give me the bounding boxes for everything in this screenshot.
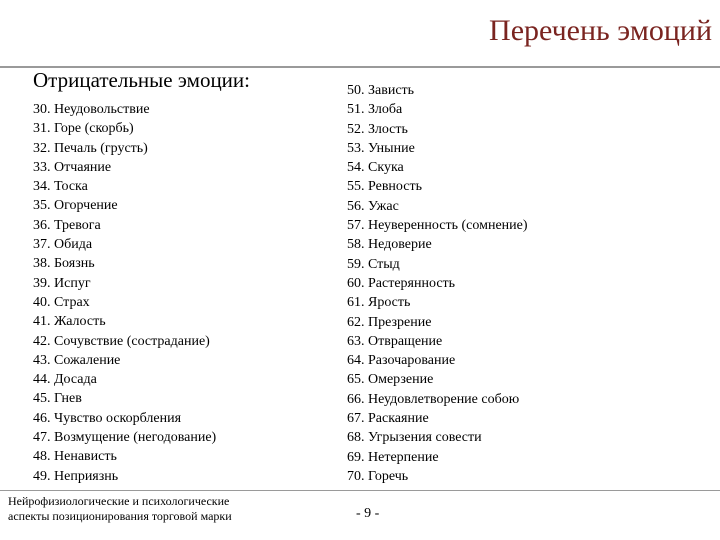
list-item: 65. Омерзение [347,372,434,388]
list-item: 43. Сожаление [33,352,121,368]
list-item: 48. Ненависть [33,449,117,465]
list-item: 49. Неприязнь [33,468,119,484]
list-item: 41. Жалость [33,314,106,330]
list-item: 61. Ярость [347,295,411,311]
list-item: 36. Тревога [33,217,101,233]
list-item: 47. Возмущение (негодование) [33,430,217,446]
list-item: 44. Досада [33,372,97,388]
footer-line-2: аспекты позиционирования торговой марки [8,509,232,523]
list-item: 64. Разочарование [347,353,456,369]
list-item: 39. Испуг [33,275,91,291]
list-item: 67. Раскаяние [347,411,429,427]
list-item: 51. Злоба [347,102,403,118]
list-item: 42. Сочувствие (сострадание) [33,333,210,349]
footer-line-1: Нейрофизиологические и психологические [8,494,230,508]
list-item: 37. Обида [33,237,93,253]
list-item: 62. Презрение [347,314,432,330]
list-item: 53. Уныние [347,140,415,156]
list-item: 52. Злость [347,121,408,137]
list-item: 56. Ужас [347,198,399,214]
page-title: Перечень эмоций [489,14,712,47]
list-item: 69. Нетерпение [347,449,439,465]
list-item: 34. Тоска [33,179,88,195]
list-item: 35. Огорчение [33,198,118,214]
list-item: 40. Страх [33,294,90,310]
footer-divider [0,490,720,491]
list-item: 33. Отчаяние [33,159,112,175]
list-item: 32. Печаль (грусть) [33,140,148,156]
list-item: 60. Растерянность [347,275,456,291]
list-item: 57. Неуверенность (сомнение) [347,218,528,234]
list-item: 45. Гнев [33,391,82,407]
footer-caption [8,494,232,524]
list-item: 58. Недоверие [347,237,432,253]
list-item: 30. Неудовольствие [33,102,150,117]
list-item: 70. Горечь [347,468,409,484]
list-item: 66. Неудовлетворение собою [347,391,520,407]
negative-emotions-list-left [33,100,216,486]
list-item: 31. Горе (скорбь) [33,121,134,137]
list-item: 38. Боязнь [33,256,95,272]
list-item: 68. Угрызения совести [347,430,482,446]
list-item: 59. Стыд [347,256,400,272]
page-number: - 9 - [356,506,380,521]
list-item: 46. Чувство оскорбления [33,410,182,426]
section-subtitle: Отрицательные эмоции: [33,68,250,92]
negative-emotions-list-right [347,81,528,486]
list-item: 50. Зависть [347,83,415,98]
list-item: 63. Отвращение [347,333,443,349]
list-item: 54. Скука [347,160,404,176]
list-item: 55. Ревность [347,179,422,195]
